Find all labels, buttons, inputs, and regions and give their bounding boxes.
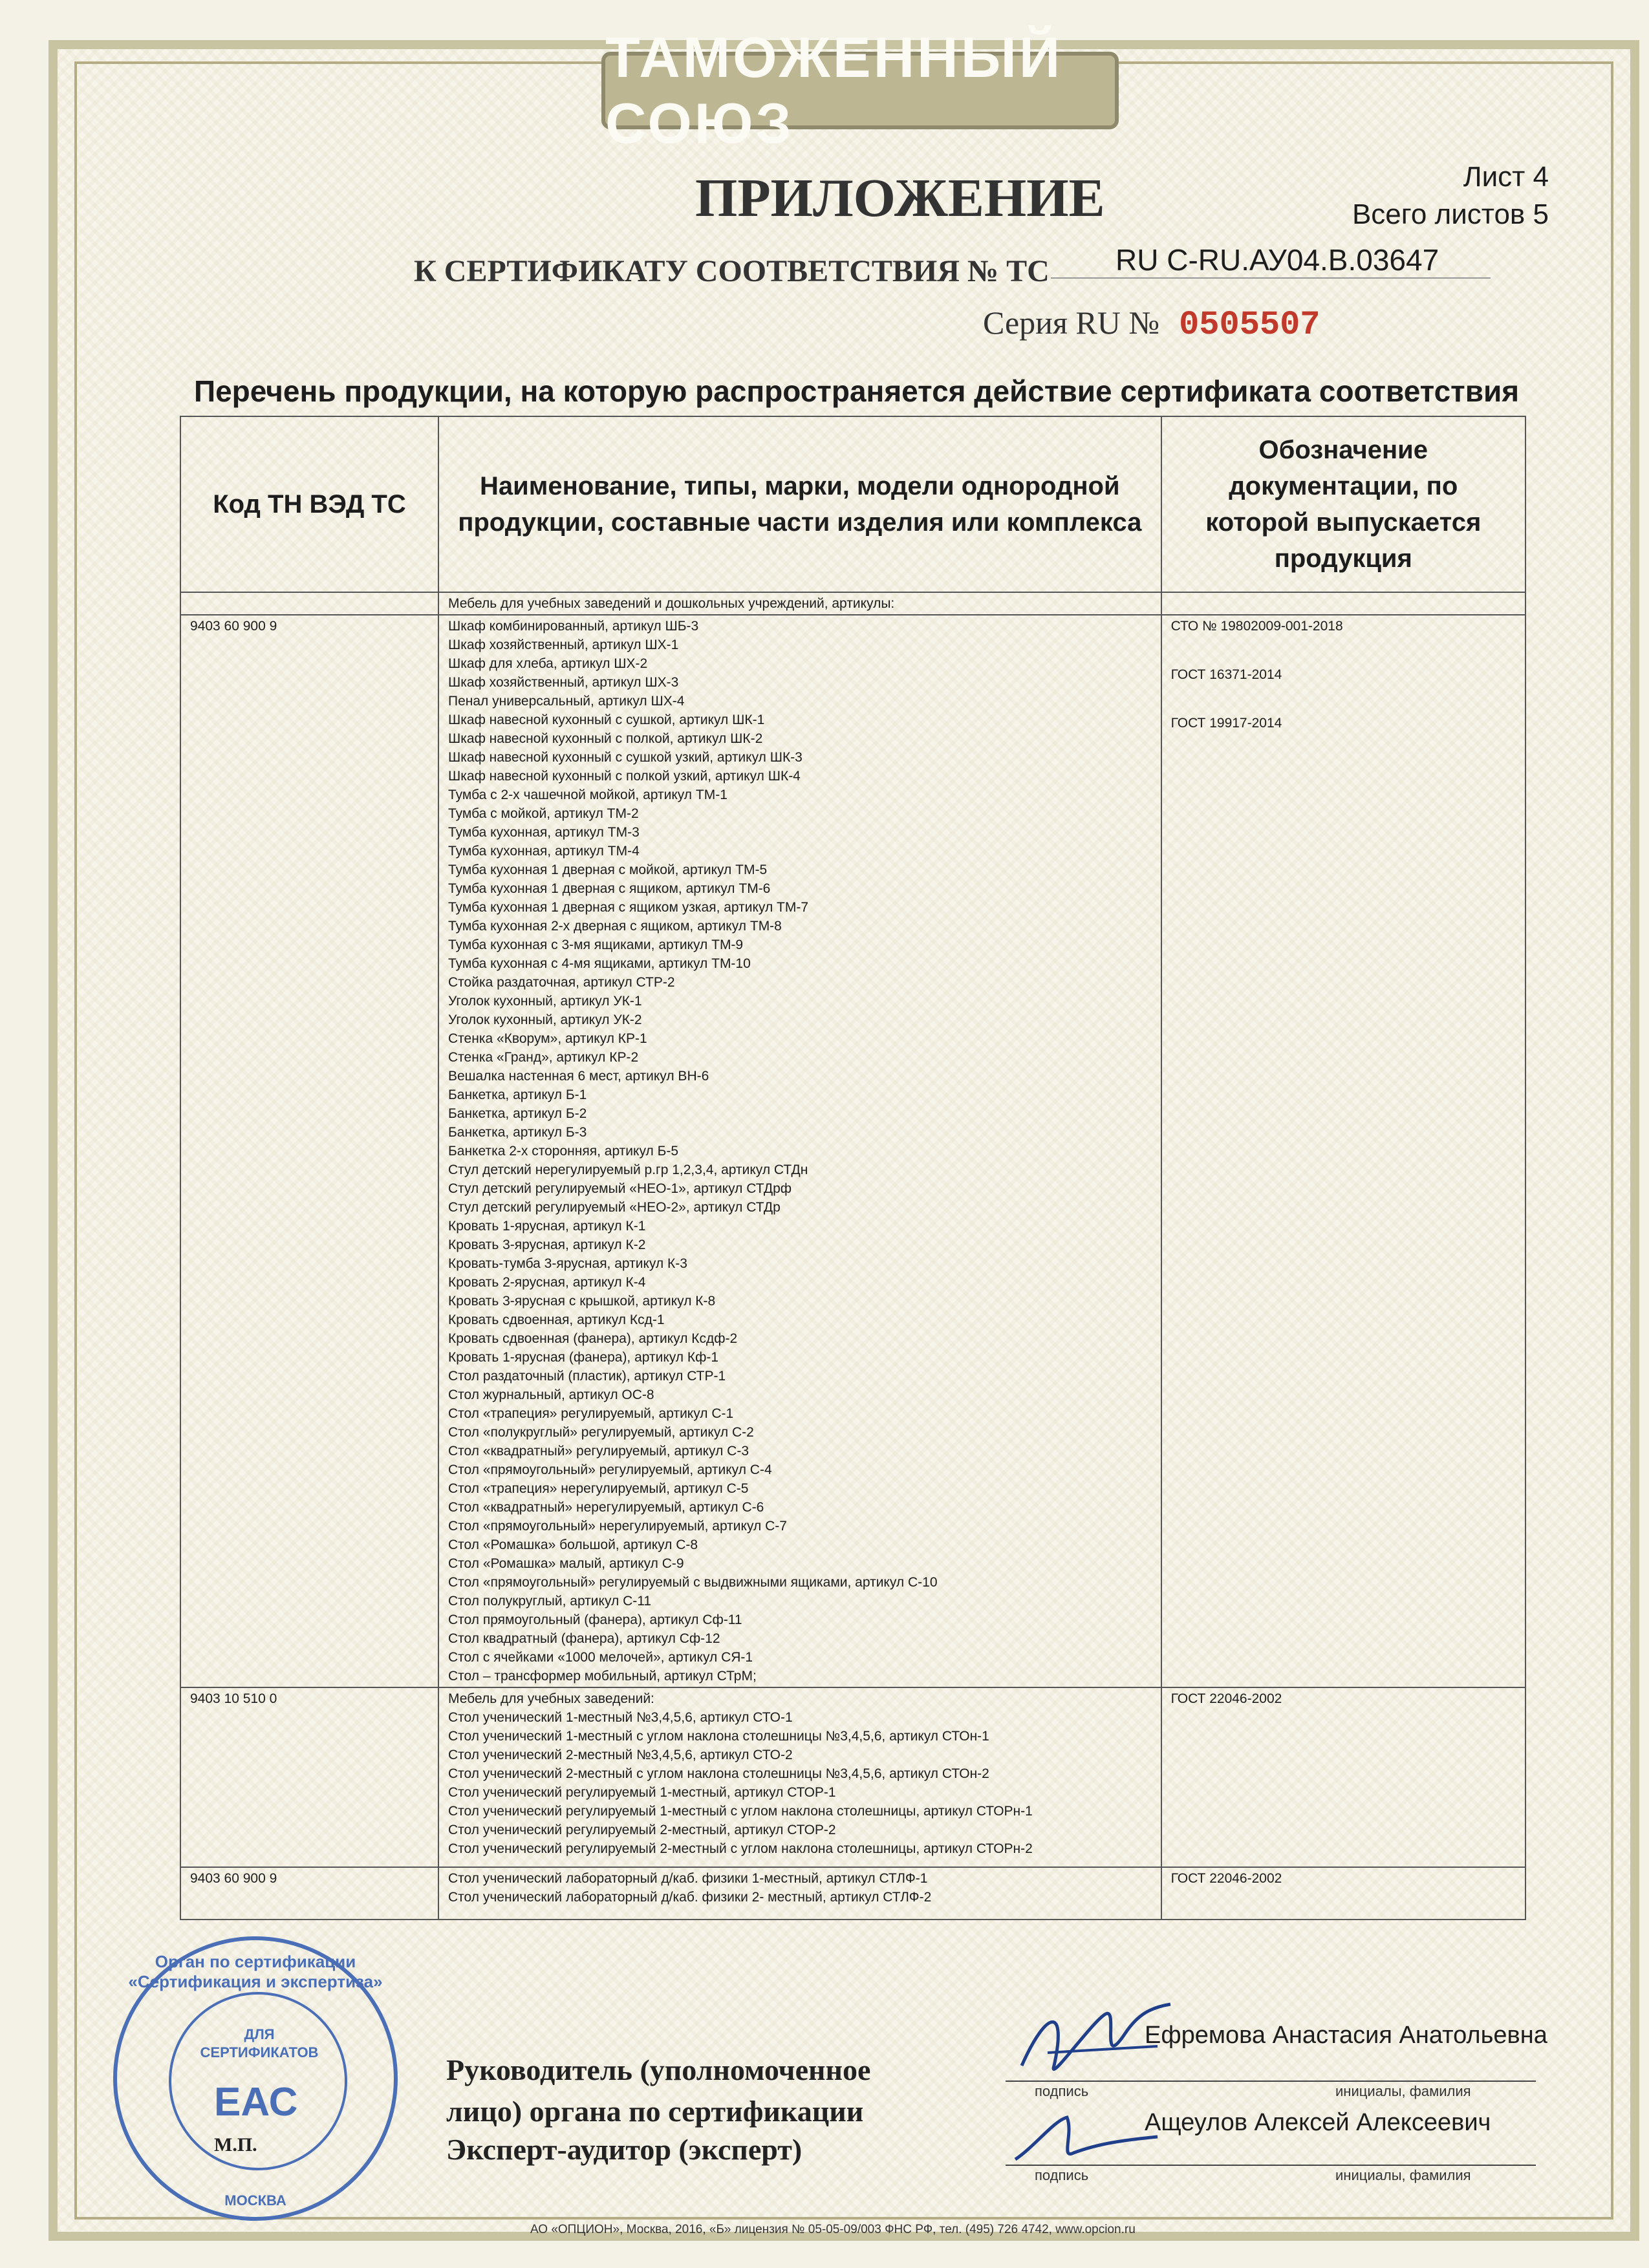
- stamp-mp: М.П.: [214, 2134, 257, 2156]
- product-item: Стол ученический регулируемый 2-местный с углом наклона столешницы, артикул СТОРн-2: [448, 1841, 1033, 1856]
- row-items: [438, 615, 1161, 1687]
- product-item: Стол журнальный, артикул ОС-8: [448, 1387, 654, 1402]
- product-item: Уголок кухонный, артикул УК-1: [448, 994, 642, 1009]
- series-line: [983, 304, 1320, 344]
- section-heading: Мебель для учебных заведений и дошкольных учреждений, артикулы:: [438, 592, 1161, 615]
- product-item: Стул детский регулируемый «НЕО-2», артикул СТДр: [448, 1200, 781, 1215]
- table-row: [180, 1867, 1525, 1920]
- product-item: Стенка «Кворум», артикул КР-1: [448, 1031, 647, 1046]
- product-item: Шкаф для хлеба, артикул ШХ-2: [448, 656, 648, 671]
- product-item: Стол полукруглый, артикул С-11: [448, 1594, 652, 1609]
- stamp-ring-text: Орган по сертификации «Сертификация и экспертиза»: [128, 1952, 383, 1991]
- product-item: Стол ученический 1-местный с углом наклона столешницы №3,4,5,6, артикул СТОн-1: [448, 1729, 989, 1744]
- product-list-title: Перечень продукции, на которую распространяется действие сертификата соответствия: [194, 374, 1520, 408]
- eac-mark: ЕАС: [214, 2080, 298, 2124]
- product-item: Стол «Ромашка» большой, артикул С-8: [448, 1537, 698, 1552]
- standard-doc: ГОСТ 16371-2014: [1170, 667, 1282, 682]
- product-item: Стол ученический 1-местный №3,4,5,6, артикул СТО-1: [448, 1710, 793, 1725]
- product-item: Шкаф навесной кухонный с сушкой, артикул ШК-1: [448, 712, 765, 727]
- product-item: Мебель для учебных заведений:: [448, 1691, 654, 1706]
- certification-stamp: [113, 1936, 398, 2221]
- product-item: Вешалка настенная 6 мест, артикул ВН-6: [448, 1069, 709, 1084]
- product-item: Стол раздаточный (пластик), артикул СТР-1: [448, 1369, 726, 1384]
- product-item: Кровать 3-ярусная, артикул К-2: [448, 1237, 646, 1252]
- row-docs: [1161, 1867, 1525, 1920]
- product-item: Кровать 1-ярусная, артикул К-1: [448, 1219, 646, 1234]
- product-item: Тумба кухонная, артикул ТМ-4: [448, 844, 640, 859]
- product-item: Шкаф навесной кухонный с сушкой узкий, артикул ШК-3: [448, 750, 803, 765]
- product-item: Стол ученический лабораторный д/каб. физики 1-местный, артикул СТЛФ-1: [448, 1871, 928, 1886]
- product-item: Стол ученический регулируемый 1-местный с углом наклона столешницы, артикул СТОРн-1: [448, 1804, 1033, 1819]
- page-title: ПРИЛОЖЕНИЕ: [695, 168, 1105, 228]
- head-role: Руководитель (уполномоченное лицо) органа по сертификации: [446, 2053, 871, 2128]
- row-items: [438, 1867, 1161, 1920]
- product-item: Стол «квадратный» нерегулируемый, артикул С-6: [448, 1500, 764, 1515]
- printer-footer: АО «ОПЦИОН», Москва, 2016, «Б» лицензия № 05-05-09/003 ФНС РФ, тел. (495) 726 4742, www.opcion.ru: [530, 2223, 1136, 2236]
- product-item: Тумба кухонная, артикул ТМ-3: [448, 825, 640, 840]
- row-docs: [1161, 615, 1525, 1687]
- product-item: Стол ученический 2-местный с углом наклона столешницы №3,4,5,6, артикул СТОн-2: [448, 1766, 989, 1781]
- product-item: Пенал универсальный, артикул ШХ-4: [448, 694, 685, 709]
- series-number: 0505507: [1179, 306, 1320, 344]
- expert-name-caption: инициалы, фамилия: [1335, 2167, 1471, 2183]
- head-name-caption: инициалы, фамилия: [1335, 2083, 1471, 2099]
- product-item: Уголок кухонный, артикул УК-2: [448, 1012, 642, 1027]
- table-row: [180, 615, 1525, 1687]
- standard-doc: ГОСТ 22046-2002: [1170, 1691, 1282, 1706]
- product-item: Стол «квадратный» регулируемый, артикул С-3: [448, 1444, 749, 1459]
- product-item: Стол ученический регулируемый 2-местный, артикул СТОР-2: [448, 1823, 836, 1837]
- product-item: Кровать 2-ярусная, артикул К-4: [448, 1275, 646, 1290]
- product-item: Банкетка, артикул Б-1: [448, 1087, 587, 1102]
- expert-sign-caption: подпись: [1035, 2167, 1089, 2183]
- product-item: Тумба кухонная 1 дверная с ящиком, артикул ТМ-6: [448, 881, 771, 896]
- product-item: Банкетка, артикул Б-2: [448, 1106, 587, 1121]
- certificate-subtitle: К СЕРТИФИКАТУ СООТВЕТСТВИЯ № ТС: [414, 254, 1050, 288]
- product-item: Шкаф хозяйственный, артикул ШХ-1: [448, 637, 679, 652]
- spacer-cell: [1161, 592, 1525, 615]
- product-item: Шкаф навесной кухонный с полкой узкий, артикул ШК-4: [448, 769, 801, 784]
- product-item: Кровать 3-ярусная с крышкой, артикул К-8: [448, 1294, 716, 1309]
- sheets-total: Всего листов 5: [1352, 198, 1549, 230]
- row-code: 9403 10 510 0: [180, 1687, 438, 1867]
- product-item: Стол «прямоугольный» нерегулируемый, артикул С-7: [448, 1519, 787, 1534]
- product-item: Тумба кухонная с 3-мя ящиками, артикул ТМ-9: [448, 937, 744, 952]
- product-table: [180, 416, 1526, 1920]
- standard-doc: ГОСТ 19917-2014: [1170, 716, 1282, 731]
- product-item: Банкетка, артикул Б-3: [448, 1125, 587, 1140]
- product-item: Стол «трапеция» регулируемый, артикул С-1: [448, 1406, 734, 1421]
- series-label: Серия RU №: [983, 305, 1160, 341]
- product-item: Стол квадратный (фанера), артикул Сф-12: [448, 1631, 720, 1646]
- product-item: Стол с ячейками «1000 мелочей», артикул СЯ-1: [448, 1650, 753, 1665]
- product-item: Стол «полукруглый» регулируемый, артикул С-2: [448, 1425, 754, 1440]
- head-name: Ефремова Анастасия Анатольевна: [1145, 2022, 1547, 2049]
- product-item: Тумба с мойкой, артикул ТМ-2: [448, 806, 639, 821]
- stamp-label: ДЛЯ СЕРТИФИКАТОВ: [200, 2026, 319, 2060]
- standard-doc: СТО № 19802009-001-2018: [1170, 619, 1343, 634]
- product-item: Стул детский нерегулируемый р.гр 1,2,3,4, артикул СТДн: [448, 1162, 808, 1177]
- product-item: Стул детский регулируемый «НЕО-1», артикул СТДрф: [448, 1181, 792, 1196]
- product-item: Кровать сдвоенная, артикул Ксд-1: [448, 1312, 665, 1327]
- product-item: Стол прямоугольный (фанера), артикул Сф-11: [448, 1612, 742, 1627]
- expert-signature-line: [1006, 2165, 1536, 2166]
- product-item: Стол ученический лабораторный д/каб. физики 2- местный, артикул СТЛФ-2: [448, 1890, 932, 1905]
- row-items: [438, 1687, 1161, 1867]
- product-item: Тумба кухонная с 4-мя ящиками, артикул ТМ-10: [448, 956, 751, 971]
- product-item: Кровать-тумба 3-ярусная, артикул К-3: [448, 1256, 687, 1271]
- table-row: [180, 1687, 1525, 1867]
- product-item: Тумба кухонная 2-х дверная с ящиком, артикул ТМ-8: [448, 919, 782, 934]
- product-item: Шкаф комбинированный, артикул ШБ-3: [448, 619, 699, 634]
- product-item: Стол ученический регулируемый 1-местный, артикул СТОР-1: [448, 1785, 836, 1800]
- product-item: Кровать 1-ярусная (фанера), артикул Кф-1: [448, 1350, 719, 1365]
- row-code: 9403 60 900 9: [180, 615, 438, 1687]
- header-docs: Обозначение документации, по которой выпускается продукция: [1161, 416, 1525, 592]
- product-item: Тумба с 2-х чашечной мойкой, артикул ТМ-1: [448, 787, 727, 802]
- stamp-city: МОСКВА: [224, 2192, 286, 2209]
- expert-name: Ащеулов Алексей Алексеевич: [1145, 2109, 1491, 2136]
- standard-doc: ГОСТ 22046-2002: [1170, 1871, 1282, 1886]
- row-docs: [1161, 1687, 1525, 1867]
- sheet-info: [1352, 158, 1549, 233]
- sheet-number: Лист 4: [1463, 161, 1549, 193]
- product-item: Кровать сдвоенная (фанера), артикул Ксдф-2: [448, 1331, 738, 1346]
- spacer-cell: [180, 592, 438, 615]
- product-item: Стол «прямоугольный» регулируемый, артикул С-4: [448, 1462, 772, 1477]
- product-item: Стол ученический 2-местный №3,4,5,6, артикул СТО-2: [448, 1748, 793, 1762]
- product-item: Шкаф навесной кухонный с полкой, артикул ШК-2: [448, 731, 763, 746]
- header-code: Код ТН ВЭД ТС: [180, 416, 438, 592]
- head-signature-line: [1006, 2081, 1536, 2082]
- product-item: Стол – трансформер мобильный, артикул СТрМ;: [448, 1669, 757, 1684]
- customs-union-banner: ТАМОЖЕННЫЙ СОЮЗ: [601, 52, 1119, 129]
- product-item: Стол «Ромашка» малый, артикул С-9: [448, 1556, 684, 1571]
- header-name: Наименование, типы, марки, модели однородной продукции, составные части изделия или комплекса: [438, 416, 1161, 592]
- product-item: Стенка «Гранд», артикул КР-2: [448, 1050, 639, 1065]
- product-item: Стол «прямоугольный» регулируемый с выдвижными ящиками, артикул С-10: [448, 1575, 938, 1590]
- product-item: Стойка раздаточная, артикул СТР-2: [448, 975, 675, 990]
- product-item: Тумба кухонная 1 дверная с мойкой, артикул ТМ-5: [448, 862, 768, 877]
- row-code: 9403 60 900 9: [180, 1867, 438, 1920]
- expert-role: Эксперт-аудитор (эксперт): [446, 2133, 803, 2166]
- product-item: Тумба кухонная 1 дверная с ящиком узкая, артикул ТМ-7: [448, 900, 809, 915]
- product-item: Банкетка 2-х сторонняя, артикул Б-5: [448, 1144, 679, 1159]
- head-sign-caption: подпись: [1035, 2083, 1089, 2099]
- product-item: Стол «трапеция» нерегулируемый, артикул С-5: [448, 1481, 749, 1496]
- product-item: Шкаф хозяйственный, артикул ШХ-3: [448, 675, 679, 690]
- certificate-number: RU C-RU.АУ04.В.03647: [1051, 242, 1491, 279]
